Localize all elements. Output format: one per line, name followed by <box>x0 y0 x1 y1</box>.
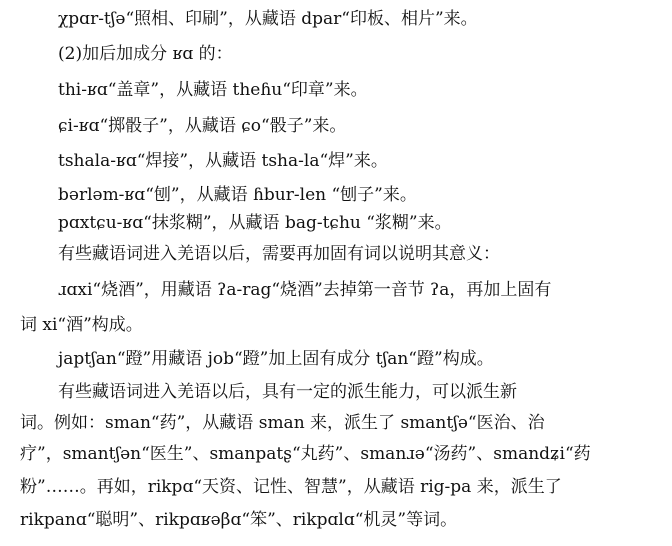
text-line: bərləm-ʁɑ“刨”，从藏语 ɦbur-len “刨子”来。 <box>58 185 417 205</box>
text-line: 粉”……。再如，rikpɑ“天资、记性、智慧”，从藏语 rig-pa 来，派生了 <box>20 477 562 497</box>
text-line: χpɑr-tʃə“照相、印刷”，从藏语 dpar“印板、相片”来。 <box>58 9 478 29</box>
text-line: 词 xi“酒”构成。 <box>20 315 143 335</box>
text-line: thi-ʁɑ“盖章”，从藏语 theɦu“印章”来。 <box>58 80 368 100</box>
text-line: ɹɑxi“烧酒”，用藏语 ʔa-rag“烧酒”去掉第一音节 ʔa，再加上固有 <box>58 280 552 300</box>
text-line: 有些藏语词进入羌语以后，需要再加固有词以说明其意义： <box>58 244 500 264</box>
text-line: 有些藏语词进入羌语以后，具有一定的派生能力，可以派生新 <box>58 382 517 402</box>
text-line: pɑxtɕu-ʁɑ“抹浆糊”，从藏语 bag-tɕhu “浆糊”来。 <box>58 213 452 233</box>
section-heading: (2)加后加成分 ʁɑ 的： <box>58 44 233 64</box>
text-line: 疗”，smantʃən“医生”、smanpatʂ“丸药”、smanɹə“汤药”、smandʑi“药 <box>20 444 591 464</box>
text-line: ɕi-ʁɑ“掷骰子”，从藏语 ɕo“骰子”来。 <box>58 116 347 136</box>
text-line: rikpanɑ“聪明”、rikpɑʁəβɑ“笨”、rikpɑlɑ“机灵”等词。 <box>20 510 458 530</box>
text-line: 词。例如：sman“药”，从藏语 sman 来，派生了 smantʃə“医治、治 <box>20 413 545 433</box>
text-line: japtʃan“蹬”用藏语 job“蹬”加上固有成分 tʃan“蹬”构成。 <box>58 349 494 369</box>
text-line: tshala-ʁɑ“焊接”，从藏语 tsha-la“焊”来。 <box>58 151 388 171</box>
